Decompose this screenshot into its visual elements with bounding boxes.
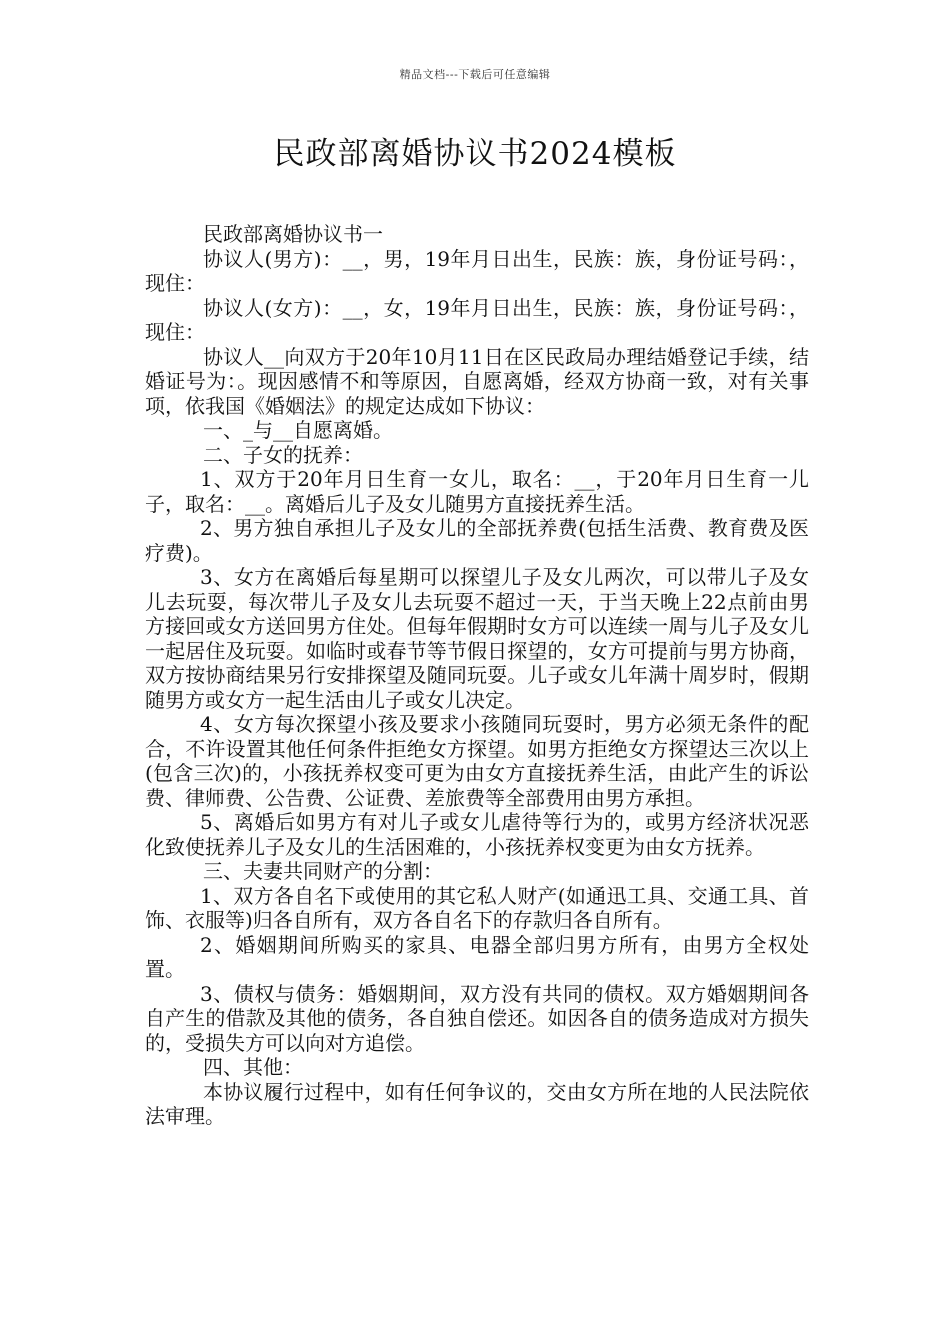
clause-item: 3、女方在离婚后每星期可以探望儿子及女儿两次，可以带儿子及女儿去玩耍，每次带儿子及女儿去玩耍不超过一天，于当天晚上22点前由男方接回或女方送回男方住处。但每年假期时女方可以连续一周与儿子及女儿一起居住及玩耍。如临时或春节等节假日探望的，女方可提前与男方协商，双方按协商结果另行安排探望及随同玩耍。儿子或女儿年满十周岁时，假期随男方或女方一起生活由儿子或女儿决定。 — [145, 565, 809, 712]
section-heading: 民政部离婚协议书一 — [203, 222, 383, 246]
clause-item: 5、离婚后如男方有对儿子或女儿虐待等行为的，或男方经济状况恶化致使抚养儿子及女儿的生活困难的，小孩抚养权变更为由女方抚养。 — [145, 810, 809, 859]
paragraph-wife-info: 协议人(女方)：__，女，19年月日出生，民族：族，身份证号码：，现住： — [145, 295, 809, 344]
document-body — [145, 222, 809, 1129]
document-title: 民政部离婚协议书2024模板 — [273, 136, 677, 172]
clause-item: 4、女方每次探望小孩及要求小孩随同玩耍时，男方必须无条件的配合，不许设置其他任何条件拒绝女方探望。如男方拒绝女方探望达三次以上(包含三次)的，小孩抚养权变可更为由女方直接抚养生活，由此产生的诉讼费、律师费、公告费、公证费、差旅费等全部费用由男方承担。 — [145, 712, 809, 810]
clause-item: 1、双方于20年月日生育一女儿，取名：__，于20年月日生育一儿子，取名：__。离婚后儿子及女儿随男方直接抚养生活。 — [145, 467, 809, 516]
paragraph-husband-info: 协议人(男方)：__，男，19年月日出生，民族：族，身份证号码：，现住： — [145, 246, 809, 295]
paragraph-preamble: 协议人__向双方于20年10月11日在区民政局办理结婚登记手续，结婚证号为：。现因感情不和等原因，自愿离婚，经双方协商一致，对有关事项，依我国《婚姻法》的规定达成如下协议： — [145, 344, 809, 418]
clause-item: 1、双方各自名下或使用的其它私人财产(如通迅工具、交通工具、首饰、衣服等)归各自所有，双方各自名下的存款归各自所有。 — [145, 883, 809, 932]
clause-heading-4: 四、其他： — [203, 1055, 303, 1079]
clause-heading-1: 一、_与__自愿离婚。 — [203, 418, 393, 442]
clause-item: 2、婚姻期间所购买的家具、电器全部归男方所有，由男方全权处置。 — [145, 932, 809, 981]
clause-heading-3: 三、夫妻共同财产的分割： — [203, 859, 443, 883]
clause-item: 3、债权与债务：婚姻期间，双方没有共同的债权。双方婚姻期间各自产生的借款及其他的债务，各自独自偿还。如因各自的债务造成对方损失的，受损失方可以向对方追偿。 — [145, 981, 809, 1055]
paragraph-dispute: 本协议履行过程中，如有任何争议的，交由女方所在地的人民法院依法审理。 — [145, 1079, 809, 1128]
clause-heading-2: 二、子女的抚养： — [203, 442, 363, 467]
clause-item: 2、男方独自承担儿子及女儿的全部抚养费(包括生活费、教育费及医疗费)。 — [145, 516, 809, 565]
header-note: 精品文档---下载后可任意编辑 — [399, 68, 551, 81]
